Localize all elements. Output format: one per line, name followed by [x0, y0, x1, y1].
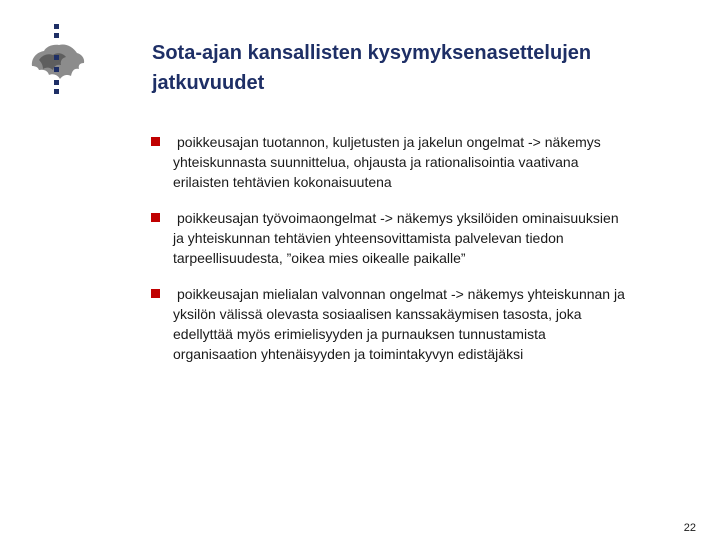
square-bullet-icon	[151, 289, 160, 298]
slide-title-line-1: Sota-ajan kansallisten kysymyksenasettelujen	[152, 42, 592, 64]
slide-title	[152, 38, 692, 98]
bullet-1-line-1: poikkeusajan tuotannon, kuljetusten ja jakelun ongelmat -> näkemys	[177, 134, 601, 150]
bullet-2-line-2: ja yhteiskunnan tehtävien yhteensovittamista palvelevan tiedon	[173, 230, 564, 246]
page-number: 22	[683, 522, 696, 534]
square-bullet-icon	[151, 213, 160, 222]
bullet-3-line-3: edellyttää myös erimielisyyden ja purnauksen tunnustamista	[173, 326, 546, 342]
bullet-2-line-3: tarpeellisuudesta, ”oikea mies oikealle paikalle”	[173, 250, 466, 266]
bullet-2-line-1: poikkeusajan työvoimaongelmat -> näkemys yksilöiden ominaisuuksien	[177, 210, 619, 226]
university-lion-emblem-icon	[22, 22, 90, 96]
bullet-item-labour	[150, 208, 700, 268]
bullet-item-production	[150, 132, 700, 192]
bullet-3-line-2: yksilön välissä olevasta sosiaalisen kanssakäymisen tasosta, joka	[173, 306, 582, 322]
bullet-3-line-4: organisaation yhtenäisyyden ja toimintakyvyn edistäjäksi	[173, 346, 524, 362]
bullet-1-line-2: yhteiskunnasta suunnittelua, ohjausta ja rationalisointia vaativana	[173, 154, 579, 170]
bullet-item-morale	[150, 284, 700, 364]
university-lion-emblem-icon-graphic	[22, 22, 90, 96]
bullet-1-line-3: erilaisten tehtävien kokonaisuutena	[173, 174, 392, 190]
bullet-list	[150, 132, 700, 380]
bullet-3-line-1: poikkeusajan mielialan valvonnan ongelmat -> näkemys yhteiskunnan ja	[177, 286, 625, 302]
square-bullet-icon	[151, 137, 160, 146]
slide-title-line-2: jatkuvuudet	[152, 72, 265, 94]
